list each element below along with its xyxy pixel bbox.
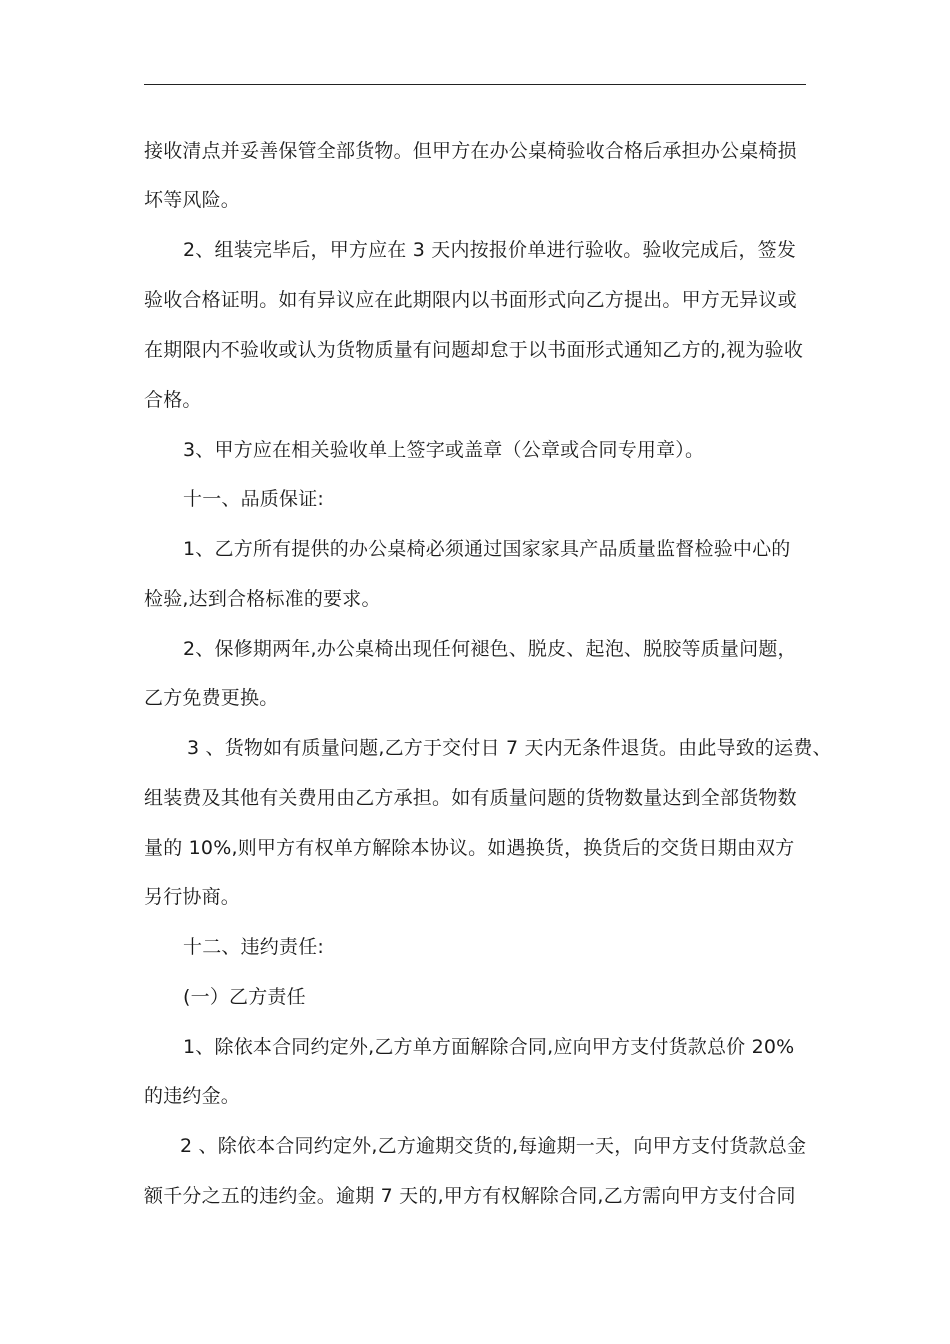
header-rule	[144, 84, 806, 85]
text-line: 量的 10%,则甲方有权单方解除本协议。如遇换货，换货后的交货日期由双方	[144, 837, 795, 859]
text-line: 另行协商。	[144, 886, 241, 908]
text-line: 在期限内不验收或认为货物质量有问题却怠于以书面形式通知乙方的,视为验收	[144, 339, 804, 361]
section-heading: 十一、品质保证:	[183, 488, 325, 510]
text-line: 2、保修期两年,办公桌椅出现任何褪色、脱皮、起泡、脱胶等质量问题，	[183, 638, 797, 660]
text-line: 的违约金。	[144, 1085, 241, 1107]
text-line: 坏等风险。	[144, 189, 241, 211]
section-heading: 十二、违约责任:	[183, 936, 325, 958]
subsection-heading: (一）乙方责任	[183, 986, 306, 1008]
text-line: 组装费及其他有关费用由乙方承担。如有质量问题的货物数量达到全部货物数	[144, 787, 797, 809]
text-line: 1、除依本合同约定外,乙方单方面解除合同,应向甲方支付货款总价 20%	[183, 1036, 795, 1058]
text-line: 接收清点并妥善保管全部货物。但甲方在办公桌椅验收合格后承担办公桌椅损	[144, 140, 797, 162]
text-line: 2 、除依本合同约定外,乙方逾期交货的,每逾期一天，向甲方支付货款总金	[180, 1135, 807, 1157]
text-line: 3、甲方应在相关验收单上签字或盖章（公章或合同专用章）。	[183, 439, 705, 461]
text-line: 验收合格证明。如有异议应在此期限内以书面形式向乙方提出。甲方无异议或	[144, 289, 797, 311]
text-line: 2、组装完毕后，甲方应在 3 天内按报价单进行验收。验收完成后，签发	[183, 239, 797, 261]
text-line: 3 、货物如有质量问题,乙方于交付日 7 天内无条件退货。由此导致的运费、	[187, 737, 832, 759]
text-line: 检验,达到合格标准的要求。	[144, 588, 381, 610]
text-line: 乙方免费更换。	[144, 687, 279, 709]
text-line: 1、乙方所有提供的办公桌椅必须通过国家家具产品质量监督检验中心的	[183, 538, 791, 560]
text-line: 合格。	[144, 389, 202, 411]
text-line: 额千分之五的违约金。逾期 7 天的,甲方有权解除合同,乙方需向甲方支付合同	[144, 1185, 796, 1207]
